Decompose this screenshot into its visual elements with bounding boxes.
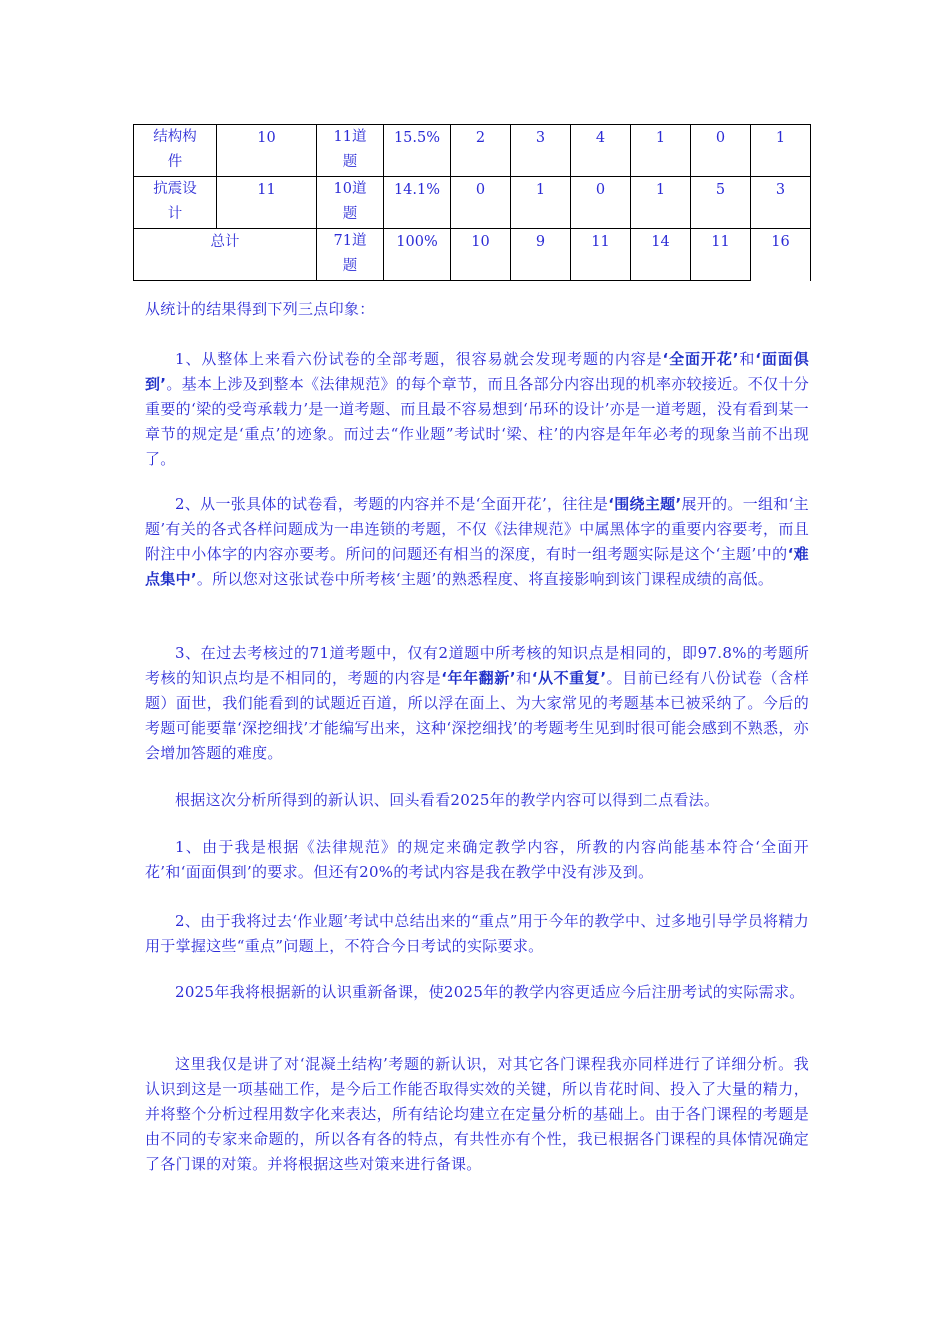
table-row	[134, 125, 811, 177]
table-cell: 抗震设 计	[134, 177, 217, 229]
exam-stats-table	[133, 124, 811, 281]
table-cell: 1	[511, 177, 571, 229]
table-cell: 10	[451, 229, 511, 281]
table-cell: 5	[691, 177, 751, 229]
emphasis: ‘全面开花’	[662, 350, 739, 368]
table-cell: 14	[631, 229, 691, 281]
intro-paragraph: 从统计的结果得到下列三点印象：	[145, 300, 375, 318]
paragraph-4: 根据这次分析所得到的新认识、回头看看2025年的教学内容可以得到二点看法。	[175, 791, 720, 809]
total-label: 总计	[134, 229, 317, 281]
table-cell: 11道 题	[317, 125, 384, 177]
emphasis: ‘年年翻新’	[441, 669, 516, 687]
table-cell: 15.5%	[384, 125, 451, 177]
table-cell: 3	[511, 125, 571, 177]
table-row-total	[134, 229, 811, 281]
emphasis: ‘从不重复’	[531, 669, 607, 687]
table-cell: 1	[751, 125, 811, 177]
paragraph-1: 1、从整体上来看六份试卷的全部考题，很容易就会发现考题的内容是‘全面开花’和‘面面俱到’。基本上涉及到整本《法律规范》的每个章节，而且各部分内容出现的机率亦较接近。不仅十分重要的‘梁的受弯承载力’是一道考题、而且最不容易想到‘吊环的设计’亦是一道考题，没有看到某一章节的规定是‘重点’的迹象。而过去“作业题”考试时‘梁、柱’的内容是年年必考的现象当前不出现了。	[145, 350, 809, 468]
table-cell: 4	[571, 125, 631, 177]
table-cell: 71道 题	[317, 229, 384, 281]
table-cell: 2	[451, 125, 511, 177]
emphasis: ‘围绕主题’	[608, 495, 682, 513]
table-cell: 0	[691, 125, 751, 177]
paragraph-6: 2、由于我将过去‘作业题’考试中总结出来的“重点”用于今年的教学中、过多地引导学员将精力用于掌握这些“重点”问题上，不符合今日考试的实际要求。	[145, 912, 809, 955]
table-cell: 结构构 件	[134, 125, 217, 177]
paragraph-2: 2、从一张具体的试卷看，考题的内容并不是‘全面开花’，往往是‘围绕主题’展开的。一组和‘主题’有关的各式各样问题成为一串连锁的考题，不仅《法律规范》中属黑体字的重要内容要考，而且附注中小体字的内容亦要考。所问的问题还有相当的深度，有时一组考题实际是这个‘主题’中的‘难点集中’。所以您对这张试卷中所考核‘主题’的熟悉程度、将直接影响到该门课程成绩的高低。	[145, 495, 809, 588]
table-cell: 16	[751, 229, 811, 281]
paragraph-8: 这里我仅是讲了对‘混凝土结构’考题的新认识，对其它各门课程我亦同样进行了详细分析。我认识到这是一项基础工作，是今后工作能否取得实效的关键，所以肯花时间、投入了大量的精力，并将整个分析过程用数字化来表达，所有结论均建立在定量分析的基础上。由于各门课程的考题是由不同的专家来命题的，所以各有各的特点，有共性亦有个性，我已根据各门课程的具体情况确定了各门课的对策。并将根据这些对策来进行备课。	[145, 1055, 809, 1173]
table-cell: 3	[751, 177, 811, 229]
table-cell: 100%	[384, 229, 451, 281]
table-cell: 10	[217, 125, 317, 177]
table-cell: 9	[511, 229, 571, 281]
paragraph-3: 3、在过去考核过的71道考题中，仅有2道题中所考核的知识点是相同的，即97.8%的考题所考核的知识点均是不相同的，考题的内容是‘年年翻新’和‘从不重复’。目前已经有八份试卷（含样题）面世，我们能看到的试题近百道，所以浮在面上、为大家常见的考题基本已被采纳了。今后的考题可能要靠‘深挖细找’才能编写出来，这种‘深挖细找’的考题考生见到时很可能会感到不熟悉，亦会增加答题的难度。	[145, 644, 810, 762]
table-cell: 0	[571, 177, 631, 229]
table-cell: 14.1%	[384, 177, 451, 229]
table-cell: 1	[631, 177, 691, 229]
table-row	[134, 177, 811, 229]
emphasis: ‘难点集中’	[145, 545, 809, 588]
paragraph-5: 1、由于我是根据《法律规范》的规定来确定教学内容，所教的内容尚能基本符合‘全面开花’和‘面面俱到’的要求。但还有20%的考试内容是我在教学中没有涉及到。	[145, 838, 809, 881]
paragraph-7: 2025年我将根据新的认识重新备课，使2025年的教学内容更适应今后注册考试的实际需求。	[175, 983, 805, 1001]
table-cell: 1	[631, 125, 691, 177]
table-cell: 11	[571, 229, 631, 281]
table-cell: 0	[451, 177, 511, 229]
table-cell: 11	[217, 177, 317, 229]
table-cell: 11	[691, 229, 751, 281]
table-cell: 10道 题	[317, 177, 384, 229]
emphasis: ‘面面俱到’	[145, 350, 809, 393]
